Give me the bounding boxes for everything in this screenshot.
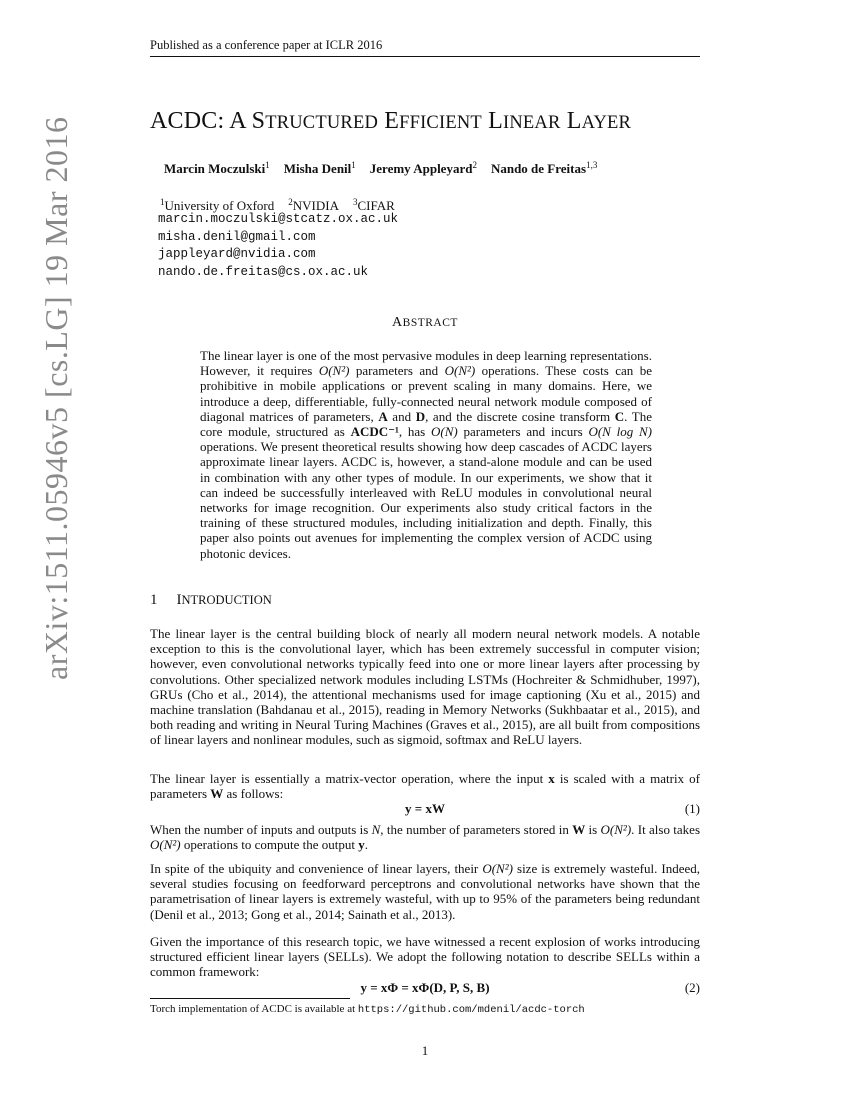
equation-2 xyxy=(150,980,700,997)
abstract-text: The linear layer is one of the most pervasive modules in deep learning representations. However, it requires xyxy=(200,348,652,379)
abstract-text: operations. These costs can be prohibitive in mobile applications or prevent scaling in many domains. Here, we introduce a deep, differentiable, fully-connected neural network module composed of diagonal matrices of parameters, xyxy=(200,363,653,424)
math-inline: W xyxy=(210,786,224,802)
affiliation-mark: 2 xyxy=(288,197,293,207)
email-list xyxy=(158,211,398,281)
body-text: In spite of the ubiquity and convenience of linear layers, their xyxy=(150,861,483,876)
footnote xyxy=(150,1003,585,1016)
math-inline: C xyxy=(614,408,625,424)
author-name: Nando de Freitas$^{1,3}$ xyxy=(490,160,598,176)
affiliation-mark: 1 xyxy=(160,197,165,207)
abstract-body xyxy=(200,348,652,561)
author-list xyxy=(164,160,611,177)
body-text: is scaled with a matrix of parameters xyxy=(150,771,700,802)
equation-1 xyxy=(150,801,700,818)
arxiv-stamp: arXiv:1511.05946v5 [cs.LG] 19 Mar 2016 xyxy=(38,116,74,680)
affiliation-mark: 1,3 xyxy=(586,160,598,170)
intro-paragraph-4 xyxy=(150,861,700,922)
page-number: 1 xyxy=(421,1043,429,1058)
affiliation-mark: 1 xyxy=(351,160,356,170)
math-inline: D xyxy=(415,408,426,424)
abstract-text: , has xyxy=(398,424,432,440)
body-text: size is extremely wasteful. Indeed, several studies focusing on feedforward perceptrons and convolutional networks have shown that the parametrisation of linear layers is extremely wasteful, with up to 95% of the parameters being redundant (Denil et al., 2013; Gong et al., 2014; Sainath et al., 2013). xyxy=(150,861,701,922)
body-text: operations to compute the output xyxy=(180,837,359,853)
abstract-text: and xyxy=(387,408,416,424)
equation-body: y = xW xyxy=(405,801,445,816)
title-lead: ACDC: A xyxy=(150,108,252,134)
math-inline: W xyxy=(572,822,586,837)
body-text: , the number of parameters stored in xyxy=(380,822,573,837)
affiliation: $^1$University of Oxford xyxy=(160,197,275,213)
body-text: . It also takes xyxy=(631,822,701,837)
math-inline: y xyxy=(358,837,365,853)
affiliation-mark: 3 xyxy=(352,197,358,207)
title-word: LAYER xyxy=(566,108,632,134)
title-word: STRUCTURED xyxy=(251,108,379,134)
email-address: misha.denil@gmail.com xyxy=(158,229,316,244)
affiliation-mark: 1 xyxy=(265,160,270,170)
section-heading xyxy=(150,592,272,609)
paper-title xyxy=(150,108,631,135)
abstract-text: parameters and incurs xyxy=(457,424,589,440)
email-address: marcin.moczulski@stcatz.ox.ac.uk xyxy=(158,212,399,226)
body-text: . xyxy=(364,837,369,853)
affiliation: $^2$NVIDIA xyxy=(288,197,339,213)
title-word: EFFICIENT xyxy=(384,108,482,134)
math-inline: O(N²) xyxy=(600,822,632,837)
abstract-text: , and the discrete cosine transform xyxy=(425,408,615,424)
math-inline: O(N²) xyxy=(482,861,513,876)
abstract-text: operations. We present theoretical results showing how deep cascades of ACDC layers approximate linear layers. ACDC is, however, a stand-alone module and can be used in combination with any other types of module. In our experiments, we show that it can indeed be successfully interleaved with ReLU modules in convolutional neural networks for image recognition. Our experiments also study critical factors in the training of these structured modules, including initialization and depth. Finally, this paper also points out avenues for implementing the complex version of ACDC using photonic devices. xyxy=(200,439,652,561)
email-address: nando.de.freitas@cs.ox.ac.uk xyxy=(158,264,369,279)
intro-paragraph-1: The linear layer is the central building block of nearly all modern neural network models. A notable exception to this is the convolutional layer, which has been extremely successful in computer vision; however, even convolutional networks typically feed into one or more linear layers after processing by convolutions. Other specialized network modules including LSTMs (Hochreiter & Schmidhuber, 1997), GRUs (Cho et al., 2014), the attentional mechanisms used for image captioning (Xu et al., 2015) and machine translation (Bahdanau et al., 2015), reading in Memory Networks (Sukhbaatar et al., 2015), and both reading and writing in Neural Turing Machines (Graves et al., 2015), are all built from compositions of linear layers and nonlinear modules, such as sigmoid, softmax and ReLU layers. xyxy=(150,626,700,748)
intro-paragraph-5: Given the importance of this research topic, we have witnessed a recent explosion of works introducing structured efficient linear layers (SELLs). We adopt the following notation to describe SELLs within a common framework: xyxy=(150,934,700,980)
affiliation: $^3$CIFAR xyxy=(352,197,395,213)
math-inline: O(N²) xyxy=(318,363,350,379)
equation-number: (1) xyxy=(684,801,700,816)
math-inline: x xyxy=(548,771,555,786)
body-text: is xyxy=(585,822,601,837)
body-text: as follows: xyxy=(223,786,284,802)
math-inline: O(N²) xyxy=(150,837,181,853)
equation-body: y = xΦ = xΦ(D, P, S, B) xyxy=(360,980,490,995)
math-inline: O(N²) xyxy=(444,363,476,379)
running-header: Published as a conference paper at ICLR 2016 xyxy=(150,38,383,52)
affiliation-mark: 2 xyxy=(472,160,477,170)
header-rule xyxy=(150,56,700,57)
math-inline: ACDC⁻¹ xyxy=(350,424,399,440)
title-word: LINEAR xyxy=(488,108,561,134)
abstract-text: . The core module, structured as xyxy=(200,408,653,440)
intro-paragraph-2 xyxy=(150,771,700,801)
title-words xyxy=(252,108,631,134)
equation-number: (2) xyxy=(684,980,700,995)
author-name: Marcin Moczulski$^1$ xyxy=(164,160,270,176)
section-number: 1 xyxy=(150,592,158,608)
math-inline: O(N) xyxy=(431,424,458,440)
author-name: Jeremy Appleyard$^2$ xyxy=(369,160,477,176)
body-text: When the number of inputs and outputs is xyxy=(150,822,372,837)
section-title: INTRODUCTION xyxy=(176,592,272,608)
abstract-heading: ABSTRACT xyxy=(392,315,458,330)
footnote-rule xyxy=(150,998,350,999)
math-inline: O(N log N) xyxy=(588,424,652,440)
math-inline: A xyxy=(378,408,388,424)
footnote-text: Torch implementation of ACDC is available at xyxy=(150,1003,358,1015)
author-name: Misha Denil$^1$ xyxy=(283,160,356,176)
intro-paragraph-3 xyxy=(150,822,700,852)
abstract-text: parameters and xyxy=(349,363,445,379)
math-inline: N xyxy=(371,822,381,837)
footnote-link[interactable]: https://github.com/mdenil/acdc-torch xyxy=(357,1004,585,1016)
body-text: The linear layer is essentially a matrix-vector operation, where the input xyxy=(150,771,549,786)
email-address: jappleyard@nvidia.com xyxy=(158,247,316,261)
